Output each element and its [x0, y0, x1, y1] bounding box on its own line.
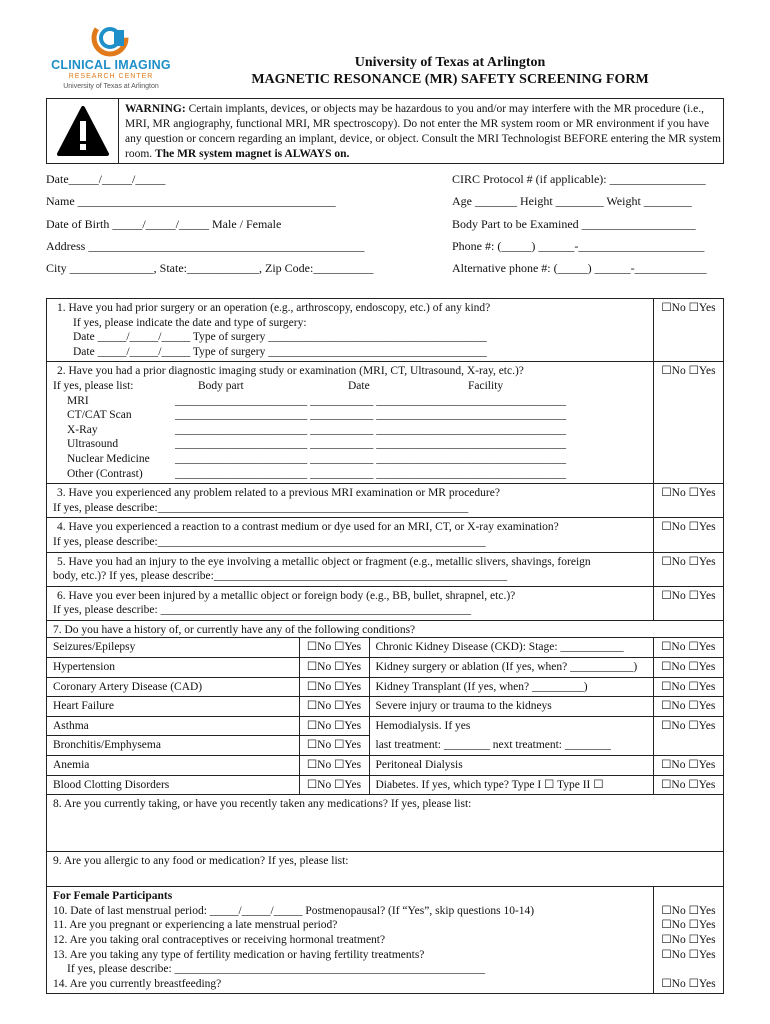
question-2-col-facility: Facility [468, 379, 504, 392]
question-3-describe[interactable]: If yes, please describe:______________________________________________________ [53, 501, 469, 514]
condition-heart-failure-checkbox[interactable]: ☐No ☐Yes [299, 697, 369, 717]
name-field[interactable]: Name ___________________________________________ [46, 194, 336, 208]
logo-emblem-icon [90, 18, 130, 58]
question-3-row [47, 484, 724, 518]
question-2 [47, 362, 654, 484]
condition-hemodialysis-blank [653, 736, 723, 756]
question-1-row [47, 299, 724, 362]
list-item-label: Other (Contrast) [67, 467, 143, 480]
question-8-text: 8. Are you currently taking, or have you recently taken any medications? If yes, please list: [53, 798, 472, 811]
question-2-row-nuclear[interactable] [53, 452, 647, 467]
condition-kidney-transplant-checkbox[interactable]: ☐No ☐Yes [653, 677, 723, 697]
question-2-row [47, 362, 724, 484]
clinical-imaging-logo [46, 18, 176, 92]
condition-row [47, 677, 723, 697]
list-item-line[interactable]: _______________________ ___________ _________________________________ [175, 452, 566, 465]
age-height-weight-field[interactable]: Age _______ Height ________ Weight ________ [452, 194, 692, 208]
female-heading: For Female Participants [53, 890, 173, 903]
condition-anemia: Anemia [47, 756, 299, 776]
circ-protocol-field[interactable]: CIRC Protocol # (if applicable): ________________ [452, 172, 706, 186]
condition-row [47, 658, 723, 678]
question-8[interactable] [47, 795, 724, 852]
question-13-checkbox[interactable]: ☐No ☐Yes [661, 948, 716, 961]
condition-blood-clotting: Blood Clotting Disorders [47, 775, 299, 794]
question-7-text: 7. Do you have a history of, or currently have any of the following conditions? [53, 623, 416, 636]
condition-hypertension: Hypertension [47, 658, 299, 678]
question-9-text: 9. Are you allergic to any food or medication? If yes, please list: [53, 855, 349, 868]
condition-kidney-trauma: Severe injury or trauma to the kidneys [369, 697, 653, 717]
list-item-line[interactable]: _______________________ ___________ _________________________________ [175, 423, 566, 436]
question-2-row-xray[interactable] [53, 423, 647, 438]
question-7-conditions-row [47, 638, 724, 795]
question-12-checkbox[interactable]: ☐No ☐Yes [661, 934, 716, 946]
question-4-text: 4. Have you experienced a reaction to a contrast medium or dye used for an MRI, CT, or X-ray examination? [57, 521, 559, 534]
condition-peritoneal-dialysis: Peritoneal Dialysis [369, 756, 653, 776]
form-title: MAGNETIC RESONANCE (MR) SAFETY SCREENING FORM [251, 72, 649, 87]
question-5 [47, 552, 654, 586]
warning-box [46, 98, 724, 164]
question-2-row-mri[interactable] [53, 394, 647, 409]
list-item-label: Nuclear Medicine [67, 452, 150, 465]
question-2-col-date: Date [348, 379, 370, 392]
question-1 [47, 299, 654, 362]
question-11-checkbox[interactable]: ☐No ☐Yes [661, 919, 716, 932]
question-1-text: 1. Have you had prior surgery or an operation (e.g., arthroscopy, endoscopy, etc.) of any kind? [57, 302, 491, 314]
question-2-text: 2. Have you had a prior diagnostic imaging study or examination (MRI, CT, Ultrasound, X-ray, etc.)? [57, 365, 524, 378]
city-state-zip-field[interactable]: City ______________, State:____________, Zip Code:__________ [46, 261, 374, 275]
condition-seizures-checkbox[interactable]: ☐No ☐Yes [299, 638, 369, 657]
condition-hypertension-checkbox[interactable]: ☐No ☐Yes [299, 658, 369, 678]
question-12: 12. Are you taking oral contraceptives or receiving hormonal treatment? [53, 934, 386, 946]
female-heading-spacer [660, 889, 717, 904]
dob-field[interactable]: Date of Birth _____/_____/_____ Male / Female [46, 217, 282, 231]
question-1-date1[interactable]: Date _____/_____/_____ Type of surgery ______________________________________ [73, 331, 487, 344]
question-3-checkbox[interactable]: ☐No ☐Yes [654, 484, 724, 518]
condition-kidney-surgery[interactable]: Kidney surgery or ablation (If yes, when? ___________) [369, 658, 653, 678]
condition-bronchitis-checkbox[interactable]: ☐No ☐Yes [299, 736, 369, 756]
condition-blood-clotting-checkbox[interactable]: ☐No ☐Yes [299, 775, 369, 794]
question-9-row [47, 852, 724, 887]
condition-seizures: Seizures/Epilepsy [47, 638, 299, 657]
condition-row [47, 697, 723, 717]
question-14: 14. Are you currently breastfeeding? [53, 977, 222, 990]
list-item-line[interactable]: _______________________ ___________ _________________________________ [175, 438, 566, 451]
condition-row [47, 736, 723, 756]
list-item-line[interactable]: _______________________ ___________ _________________________________ [175, 394, 566, 407]
question-1-sub1: If yes, please indicate the date and type of surgery: [73, 316, 307, 329]
female-checkboxes [654, 887, 724, 994]
body-part-field[interactable]: Body Part to be Examined ___________________ [452, 217, 696, 231]
question-7-conditions [47, 638, 724, 795]
condition-row [47, 638, 723, 657]
condition-hemodialysis-treatment[interactable]: last treatment: ________ next treatment: ________ [369, 736, 653, 756]
list-item-label: CT/CAT Scan [67, 409, 132, 422]
question-10-checkbox[interactable]: ☐No ☐Yes [661, 904, 716, 917]
question-13: 13. Are you taking any type of fertility medication or having fertility treatments? [53, 948, 425, 961]
warning-body: Certain implants, devices, or objects may be hazardous to you and/or may interfere with the MR procedure (i.e., MRI, MR angiography, functional MRI, MR spectroscopy). Do not enter the MR system room or MR environment if you have any question or concern regarding an implant, device, or object. Consult the MRI Technologist BEFORE entering the MR system room. [125, 103, 721, 160]
phone-field[interactable]: Phone #: (_____) ______-_____________________ [452, 239, 705, 253]
question-2-list-header [53, 379, 647, 394]
list-item-line[interactable]: _______________________ ___________ _________________________________ [175, 409, 566, 422]
question-14-checkbox[interactable]: ☐No ☐Yes [661, 977, 716, 990]
question-5-checkbox[interactable]: ☐No ☐Yes [654, 552, 724, 586]
question-6-checkbox[interactable]: ☐No ☐Yes [654, 586, 724, 620]
list-item-line[interactable]: _______________________ ___________ _________________________________ [175, 467, 566, 480]
warning-bold-end: The MR system magnet is ALWAYS on. [155, 148, 350, 160]
question-3 [47, 484, 654, 518]
question-4 [47, 518, 654, 552]
condition-kidney-transplant[interactable]: Kidney Transplant (If yes, when? _________) [369, 677, 653, 697]
question-8-row [47, 795, 724, 852]
condition-kidney-surgery-checkbox[interactable]: ☐No ☐Yes [653, 658, 723, 678]
condition-row [47, 756, 723, 776]
condition-hemodialysis-checkbox[interactable]: ☐No ☐Yes [653, 716, 723, 736]
question-4-describe[interactable]: If yes, please describe:_________________________________________________________ [53, 535, 486, 548]
question-2-row-other[interactable] [53, 467, 647, 482]
condition-row [47, 716, 723, 736]
question-9[interactable] [47, 852, 724, 887]
question-13-spacer [660, 962, 717, 977]
question-6-row [47, 586, 724, 620]
question-1-checkbox[interactable]: ☐No ☐Yes [654, 299, 724, 362]
question-3-text: 3. Have you experienced any problem related to a previous MRI examination or MR procedure? [57, 487, 500, 500]
list-item-label: X-Ray [67, 423, 98, 436]
logo-line3: University of Texas at Arlington [63, 83, 159, 90]
university-title: University of Texas at Arlington [354, 55, 546, 70]
list-item-label: MRI [67, 394, 89, 407]
condition-anemia-checkbox[interactable]: ☐No ☐Yes [299, 756, 369, 776]
screening-questions-table [46, 298, 724, 994]
condition-ckd[interactable]: Chronic Kidney Disease (CKD): Stage: ___________ [369, 638, 653, 657]
condition-row [47, 775, 723, 794]
question-5-describe[interactable]: body, etc.)? If yes, please describe:___________________________________________________ [53, 570, 508, 583]
question-2-checkbox[interactable]: ☐No ☐Yes [654, 362, 724, 484]
logo-line1: CLINICAL IMAGING [51, 58, 171, 72]
question-4-checkbox[interactable]: ☐No ☐Yes [654, 518, 724, 552]
condition-bronchitis: Bronchitis/Emphysema [47, 736, 299, 756]
condition-hemodialysis: Hemodialysis. If yes [369, 716, 653, 736]
question-6 [47, 586, 654, 620]
question-5-row [47, 552, 724, 586]
question-2-row-ct[interactable] [53, 408, 647, 423]
condition-asthma-checkbox[interactable]: ☐No ☐Yes [299, 716, 369, 736]
warning-label: WARNING: [125, 103, 186, 115]
condition-diabetes[interactable]: Diabetes. If yes, which type? Type I ☐ Type II ☐ [369, 775, 653, 794]
question-10[interactable]: 10. Date of last menstrual period: _____/_____/_____ Postmenopausal? (If “Yes”, skip questions 10-14) [53, 904, 535, 917]
condition-diabetes-checkbox[interactable]: ☐No ☐Yes [653, 775, 723, 794]
question-13-describe[interactable]: If yes, please describe: ______________________________________________________ [67, 963, 486, 976]
question-7-row [47, 620, 724, 638]
conditions-table [47, 638, 723, 794]
question-2-row-ultrasound[interactable] [53, 437, 647, 452]
question-4-row [47, 518, 724, 552]
question-7 [47, 620, 724, 638]
warning-text [125, 102, 721, 162]
question-1-date2[interactable]: Date _____/_____/_____ Type of surgery ______________________________________ [73, 345, 487, 358]
date-field[interactable]: Date_____/_____/_____ [46, 172, 166, 186]
question-2-col-body: Body part [198, 379, 244, 392]
condition-cad-checkbox[interactable]: ☐No ☐Yes [299, 677, 369, 697]
alt-phone-field[interactable]: Alternative phone #: (_____) ______-____________ [452, 261, 707, 275]
female-section [47, 887, 654, 994]
address-field[interactable]: Address ______________________________________________ [46, 239, 365, 253]
question-2-if-yes: If yes, please list: [53, 379, 134, 392]
condition-kidney-trauma-checkbox[interactable]: ☐No ☐Yes [653, 697, 723, 717]
condition-heart-failure: Heart Failure [47, 697, 299, 717]
question-6-describe[interactable]: If yes, please describe: ______________________________________________________ [53, 604, 472, 617]
question-6-text: 6. Have you ever been injured by a metallic object or foreign body (e.g., BB, bullet, shrapnel, etc.)? [57, 589, 516, 602]
question-5-text: 5. Have you had an injury to the eye involving a metallic object or fragment (e.g., metallic slivers, shavings, foreign [57, 555, 591, 568]
logo-line2: RESEARCH CENTER [68, 73, 154, 80]
warning-icon [47, 99, 119, 163]
condition-ckd-checkbox[interactable]: ☐No ☐Yes [653, 638, 723, 657]
condition-peritoneal-checkbox[interactable]: ☐No ☐Yes [653, 756, 723, 776]
condition-cad: Coronary Artery Disease (CAD) [47, 677, 299, 697]
female-section-row [47, 887, 724, 994]
list-item-label: Ultrasound [67, 438, 119, 451]
question-11: 11. Are you pregnant or experiencing a late menstrual period? [53, 919, 338, 932]
condition-asthma: Asthma [47, 716, 299, 736]
